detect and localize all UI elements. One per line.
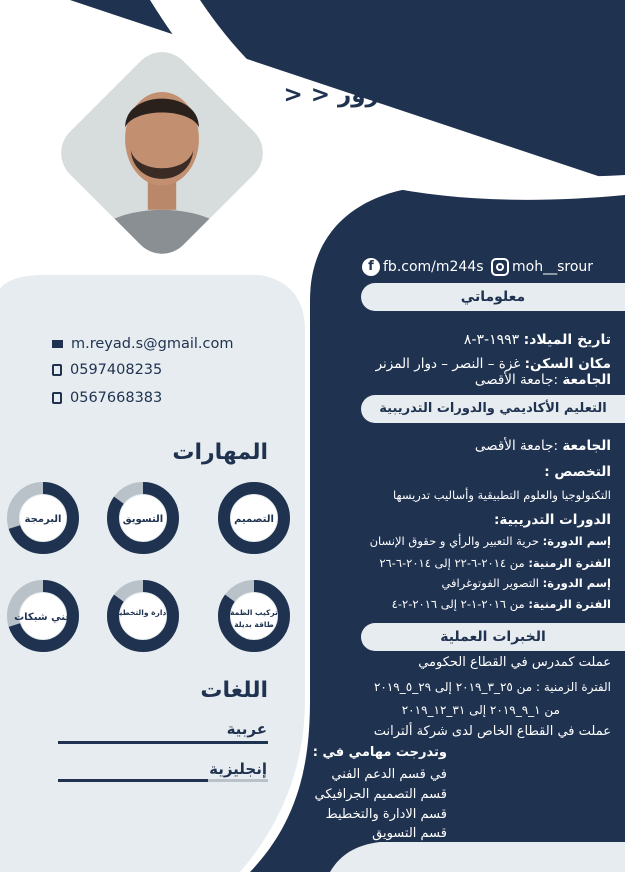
skill-ring bbox=[113, 488, 173, 548]
address-label: مكان السكن: bbox=[524, 356, 611, 372]
course1-label: إسم الدورة: bbox=[542, 534, 611, 548]
period2-label: الفترة الزمنية: bbox=[528, 597, 611, 611]
instagram-icon bbox=[491, 258, 509, 276]
exp-line-7: قسم التصميم الجرافيكي bbox=[314, 787, 447, 802]
course2-value: التصوير الفوتوغرافي bbox=[441, 576, 539, 590]
address-value: غزة – النصر – دوار المزنر bbox=[375, 356, 521, 372]
major-label: التخصص : bbox=[544, 464, 611, 480]
section-info-title: معلوماتي bbox=[361, 283, 625, 311]
skills-rings bbox=[0, 470, 300, 670]
mail-icon bbox=[52, 340, 63, 348]
address-row bbox=[376, 356, 611, 372]
phone1-text[interactable]: 0597408235 bbox=[70, 362, 163, 378]
exp-line-3: من ١_٩_٢٠١٩ إلى ٣١_١٢_٢٠١٩ bbox=[401, 703, 560, 717]
exp-line-8: قسم الادارة والتخطيط bbox=[325, 807, 447, 822]
exp-line-5: وتدرجت مهامي في : bbox=[312, 745, 447, 760]
period1-value: من ٢٠١٤-٦-٢٢ إلى ٢٠١٤-٦-٢٦ bbox=[379, 556, 525, 570]
course2-label: إسم الدورة: bbox=[542, 576, 611, 590]
facebook-link[interactable]: fb.com/m244s bbox=[383, 259, 484, 275]
language-english-bar-track bbox=[208, 779, 268, 782]
social-links bbox=[362, 258, 624, 280]
period1-label: الفترة الزمنية: bbox=[528, 556, 611, 570]
skill-ring bbox=[13, 488, 73, 548]
email-text[interactable]: m.reyad.s@gmail.com bbox=[71, 336, 234, 352]
bottom-curve bbox=[330, 842, 625, 872]
edu-university-row bbox=[475, 438, 611, 454]
skills-title: المهارات bbox=[172, 440, 268, 465]
section-experience-title: الخبرات العملية bbox=[361, 623, 625, 651]
birth-value: ١٩٩٣-٣-٨ bbox=[463, 332, 520, 348]
period1-row bbox=[379, 556, 611, 570]
phone-icon bbox=[52, 364, 62, 376]
exp-line-9: قسم التسويق bbox=[372, 826, 447, 841]
language-arabic: عربية bbox=[226, 720, 267, 738]
language-english-bar bbox=[58, 779, 208, 782]
phone-icon bbox=[52, 392, 62, 404]
exp-line-1: عملت كمدرس في القطاع الحكومي bbox=[418, 655, 611, 670]
chevron-icon: < < bbox=[283, 82, 330, 108]
exp-line-6: في قسم الدعم الفني bbox=[331, 767, 447, 782]
name-heading bbox=[277, 82, 607, 108]
name-text: محمد رياض محمد سرور bbox=[338, 82, 607, 108]
courses-label: الدورات التدريبية: bbox=[493, 512, 611, 528]
skill-ring bbox=[224, 586, 284, 646]
instagram-link[interactable]: moh__srour bbox=[512, 259, 594, 275]
skill-ring bbox=[112, 586, 175, 646]
birth-row bbox=[464, 332, 611, 348]
phone2-text[interactable]: 0567668383 bbox=[70, 390, 163, 406]
university-value: :جامعة الأقصى bbox=[474, 372, 559, 388]
skill-label: التسويق bbox=[122, 514, 164, 525]
skill-ring bbox=[13, 586, 73, 646]
phone1-row bbox=[52, 362, 162, 378]
skill-label: الادارة والتخطيط bbox=[111, 608, 175, 617]
course2-row bbox=[441, 576, 611, 590]
language-english: إنجليزية bbox=[209, 760, 267, 778]
period2-row bbox=[392, 597, 611, 611]
university-row bbox=[475, 372, 611, 388]
birth-label: تاريخ الميلاد: bbox=[523, 332, 611, 348]
skill-ring bbox=[224, 488, 284, 548]
skill-label: البرمجة bbox=[24, 514, 62, 525]
section-education-title: التعليم الأكاديمي والدورات التدريبية bbox=[361, 395, 625, 423]
university-label: الجامعة bbox=[562, 372, 611, 388]
email-row bbox=[52, 336, 233, 352]
exp-line-2: الفترة الزمنية : من ٢٥_٣_٢٠١٩ إلى ٢٩_٥_٢٠١٩ bbox=[373, 680, 611, 694]
period2-value: من ٢٠١٦-١-٢ إلى ٢٠١٦-٢-٤ bbox=[391, 597, 525, 611]
facebook-icon: f bbox=[362, 258, 380, 276]
skill-label: التصميم bbox=[234, 514, 274, 525]
languages-title: اللغات bbox=[200, 678, 268, 703]
skill-label: فني شبكات bbox=[14, 612, 72, 623]
course1-value: حرية التعبير والرأي و حقوق الإنسان bbox=[369, 534, 539, 548]
course1-row bbox=[370, 534, 611, 548]
skill-label: تركيب الظمة bbox=[230, 608, 278, 617]
skill-label: طاقة بديلة bbox=[234, 620, 274, 629]
edu-university-label: الجامعة bbox=[562, 438, 611, 454]
language-arabic-bar bbox=[58, 741, 268, 744]
edu-university-value: :جامعة الأقصى bbox=[474, 438, 559, 454]
phone2-row bbox=[52, 390, 162, 406]
major-value: التكنولوجيا والعلوم التطبيقية وأساليب تدريسها bbox=[393, 488, 611, 502]
exp-line-4: عملت في القطاع الخاص لدى شركة ألترانت bbox=[373, 724, 611, 739]
